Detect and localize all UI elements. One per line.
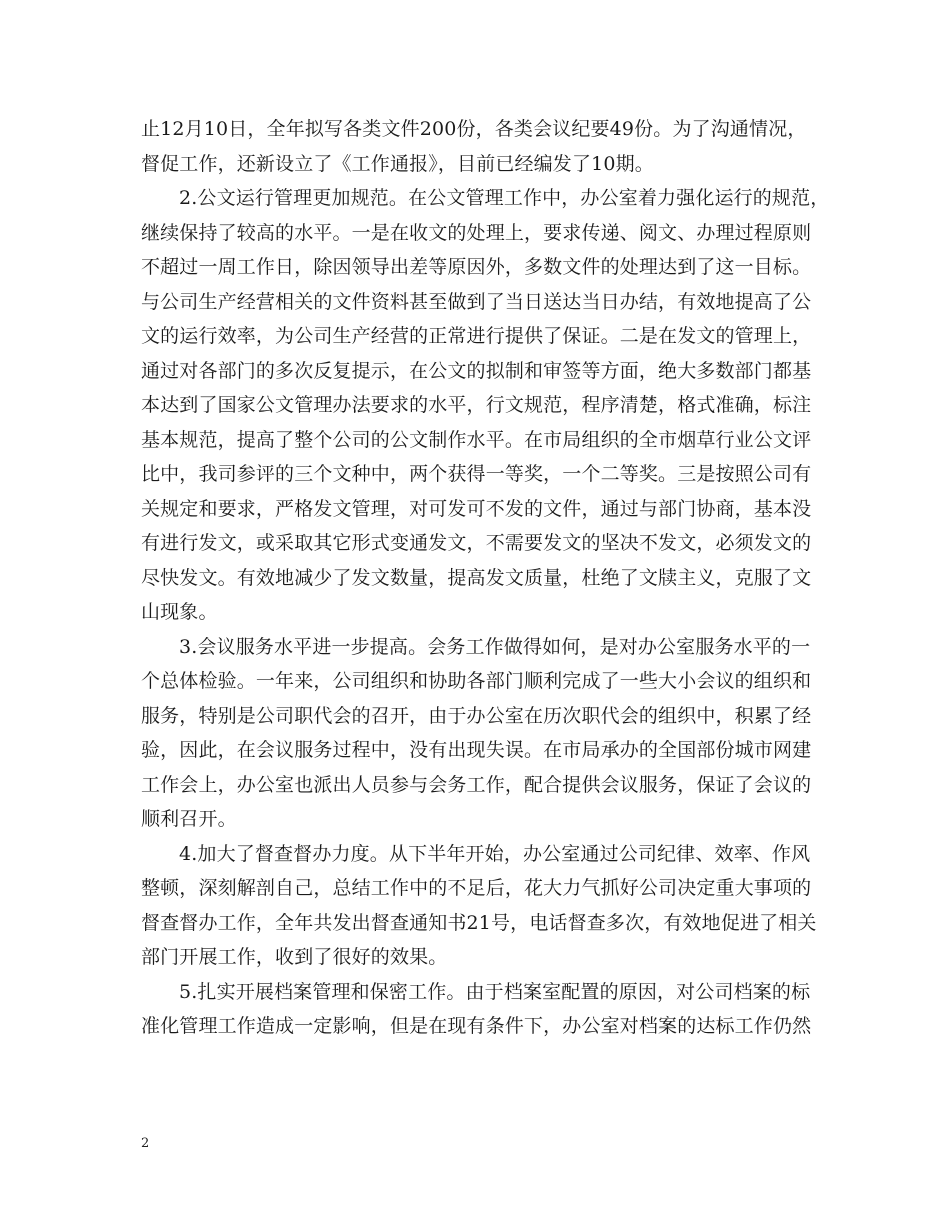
- text-line: 继续保持了较高的水平。一是在收文的处理上，要求传递、阅文、办理过程原则: [141, 221, 812, 244]
- text-line: 顺利召开。: [141, 808, 237, 830]
- text-line: 有进行发文，或采取其它形式变通发文，不需要发文的坚决不发文，必须发文的: [141, 532, 812, 554]
- text-line: 个总体检验。一年来，公司组织和协助各部门顺利完成了一些大小会议的组织和: [141, 670, 812, 692]
- text-line: 工作会上，办公室也派出人员参与会务工作，配合提供会议服务，保证了会议的: [141, 773, 812, 796]
- text-line: 山现象。: [141, 601, 218, 623]
- text-line: 基本规范，提高了整个公司的公文制作水平。在市局组织的全市烟草行业公文评: [141, 428, 812, 451]
- text-line: 文的运行效率，为公司生产经营的正常进行提供了保证。二是在发文的管理上，: [141, 325, 812, 347]
- text-line: 通过对各部门的多次反复提示，在公文的拟制和审签等方面，绝大多数部门都基: [141, 359, 812, 382]
- text-line: 部门开展工作，收到了很好的效果。: [141, 946, 448, 968]
- text-line: 尽快发文。有效地减少了发文数量，提高发文质量，杜绝了文牍主义，克服了文: [141, 566, 812, 589]
- text-line: 验，因此，在会议服务过程中，没有出现失误。在市局承办的全国部份城市网建: [141, 739, 812, 761]
- text-line: 准化管理工作造成一定影响，但是在现有条件下，办公室对档案的达标工作仍然: [141, 1015, 812, 1037]
- text-line: 整顿，深刻解剖自己，总结工作中的不足后，花大力气抓好公司决定重大事项的: [141, 877, 812, 899]
- text-line: 止12月10日，全年拟写各类文件200份，各类会议纪要49份。为了沟通情况，: [141, 118, 807, 140]
- text-line: 服务，特别是公司职代会的召开，由于办公室在历次职代会的组织中，积累了经: [141, 704, 812, 727]
- paragraph-start-line: 2.公文运行管理更加规范。在公文管理工作中，办公室着力强化运行的规范，: [179, 187, 830, 209]
- text-line: 督促工作，还新设立了《工作通报》，目前已经编发了10期。: [141, 152, 654, 175]
- text-line: 与公司生产经营相关的文件资料甚至做到了当日送达当日办结，有效地提高了公: [141, 290, 812, 313]
- text-line: 不超过一周工作日，除因领导出差等原因外，多数文件的处理达到了这一目标。: [141, 256, 812, 278]
- paragraph-start-line: 3.会议服务水平进一步提高。会务工作做得如何，是对办公室服务水平的一: [179, 635, 811, 658]
- text-line: 关规定和要求，严格发文管理，对可发可不发的文件，通过与部门协商，基本没: [141, 497, 812, 520]
- text-line: 本达到了国家公文管理办法要求的水平，行文规范，程序清楚，格式准确，标注: [141, 394, 812, 416]
- page-number: 2: [141, 1136, 150, 1151]
- document-body: [141, 112, 830, 1044]
- paragraph-start-line: 5.扎实开展档案管理和保密工作。由于档案室配置的原因，对公司档案的标: [179, 980, 811, 1003]
- text-line: 督查督办工作，全年共发出督查通知书21号，电话督查多次，有效地促进了相关: [141, 911, 817, 934]
- text-line: 比中，我司参评的三个文种中，两个获得一等奖，一个二等奖。三是按照公司有: [141, 463, 812, 485]
- paragraph-start-line: 4.加大了督查督办力度。从下半年开始，办公室通过公司纪律、效率、作风: [179, 842, 811, 865]
